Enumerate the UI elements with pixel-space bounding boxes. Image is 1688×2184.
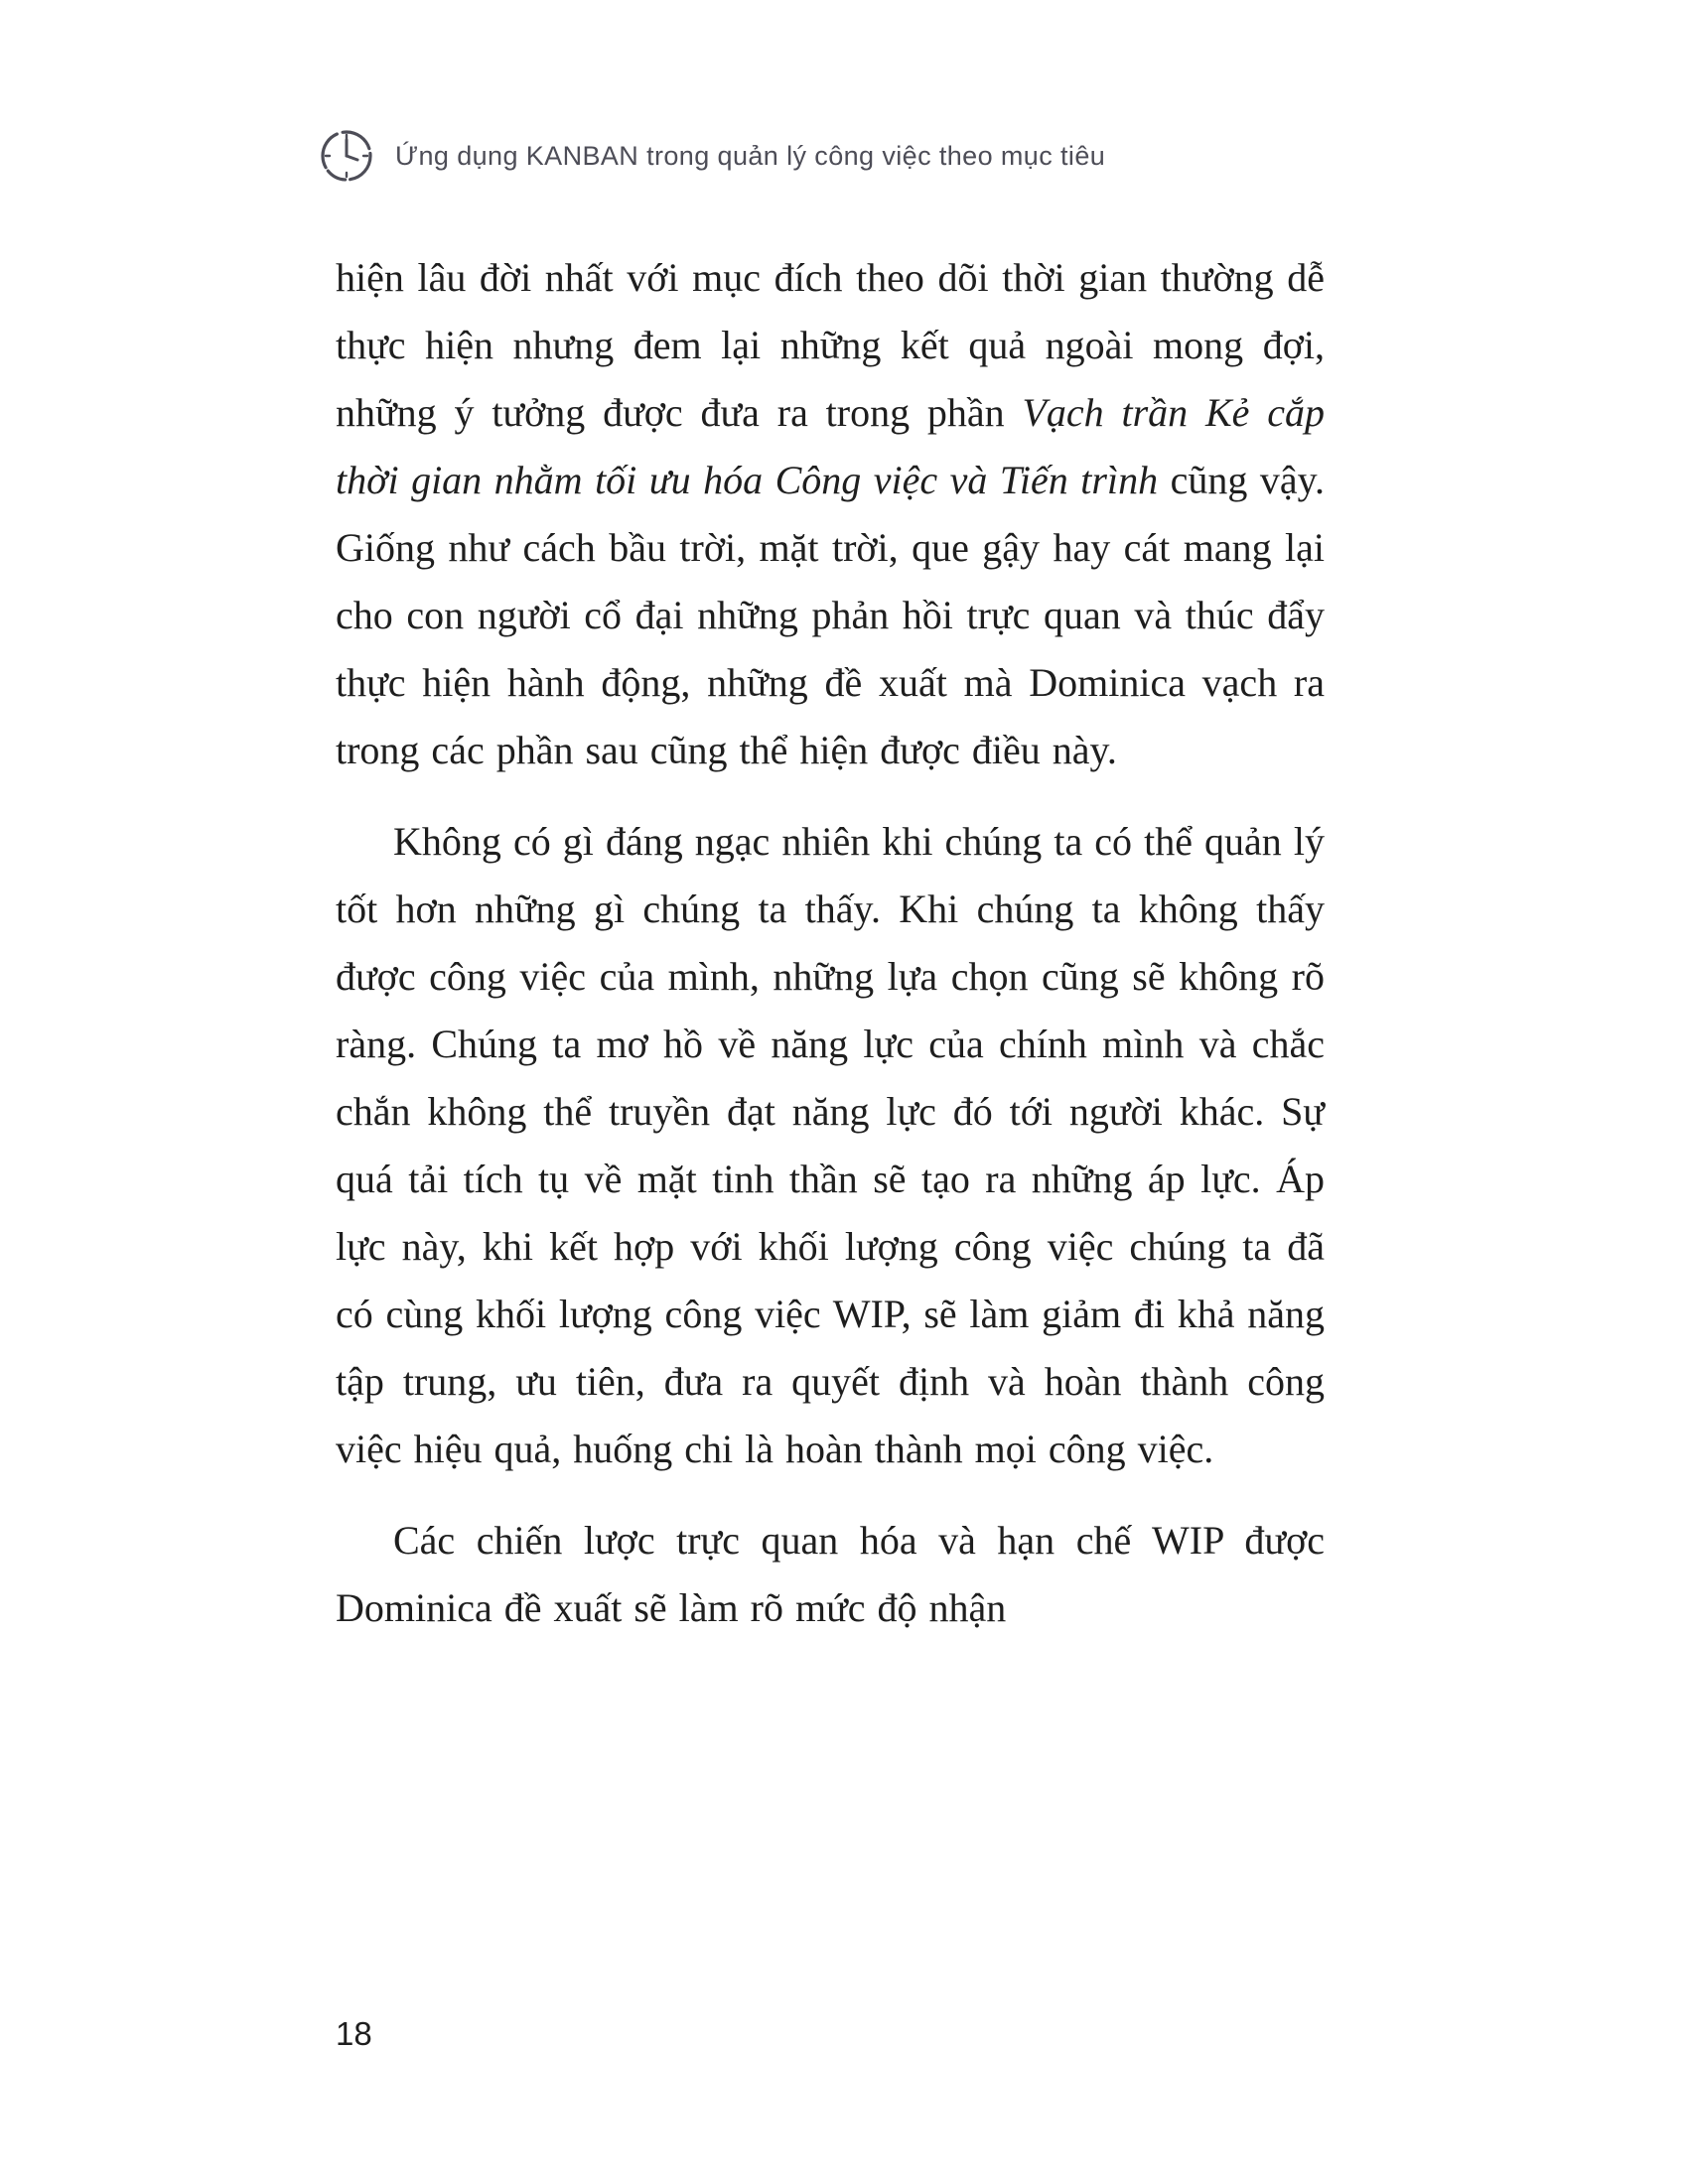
- paragraph-3: Các chiến lược trực quan hóa và hạn chế WIP được Dominica đề xuất sẽ làm rõ mức độ nhận: [336, 1518, 1325, 1630]
- page-body-text: [336, 244, 1325, 1642]
- paragraph-2: Không có gì đáng ngạc nhiên khi chúng ta có thể quản lý tốt hơn những gì chúng ta thấy. Khi chúng ta không thấy được công việc của mình, những lựa chọn cũng sẽ không rõ ràng. Chúng ta mơ hồ về năng lực của chính mình và chắc chắn không thể truyền đạt năng lực đó tới người khác. Sự quá tải tích tụ về mặt tinh thần sẽ tạo ra những áp lực. Áp lực này, khi kết hợp với khối lượng công việc chúng ta đã có cùng khối lượng công việc WIP, sẽ làm giảm đi khả năng tập trung, ưu tiên, đưa ra quyết định và hoàn thành công việc hiệu quả, huống chi là hoàn thành mọi công việc.: [336, 819, 1325, 1471]
- paragraph-1-italic-book-section: Vạch trần Kẻ cắp thời gian nhằm tối ưu hóa Công việc và Tiến trình: [336, 390, 1326, 502]
- paragraph-1-text-end: cũng vậy. Giống như cách bầu trời, mặt trời, que gậy hay cát mang lại cho con người cổ đại những phản hồi trực quan và thúc đẩy thực hiện hành động, những đề xuất mà Dominica vạch ra trong các phần sau cũng thể hiện được điều này.: [336, 458, 1325, 772]
- page-header: [318, 125, 1105, 187]
- page-number: 18: [336, 2015, 372, 2052]
- clock-icon: [318, 127, 375, 185]
- paragraph-1: [336, 244, 1325, 784]
- paragraph-1-text-start: hiện lâu đời nhất với mục đích theo dõi thời gian thường dễ thực hiện nhưng đem lại những kết quả ngoài mong đợi, những ý tưởng được đưa ra trong phần: [336, 255, 1325, 435]
- running-head-title: Ứng dụng KANBAN trong quản lý công việc theo mục tiêu: [395, 140, 1106, 171]
